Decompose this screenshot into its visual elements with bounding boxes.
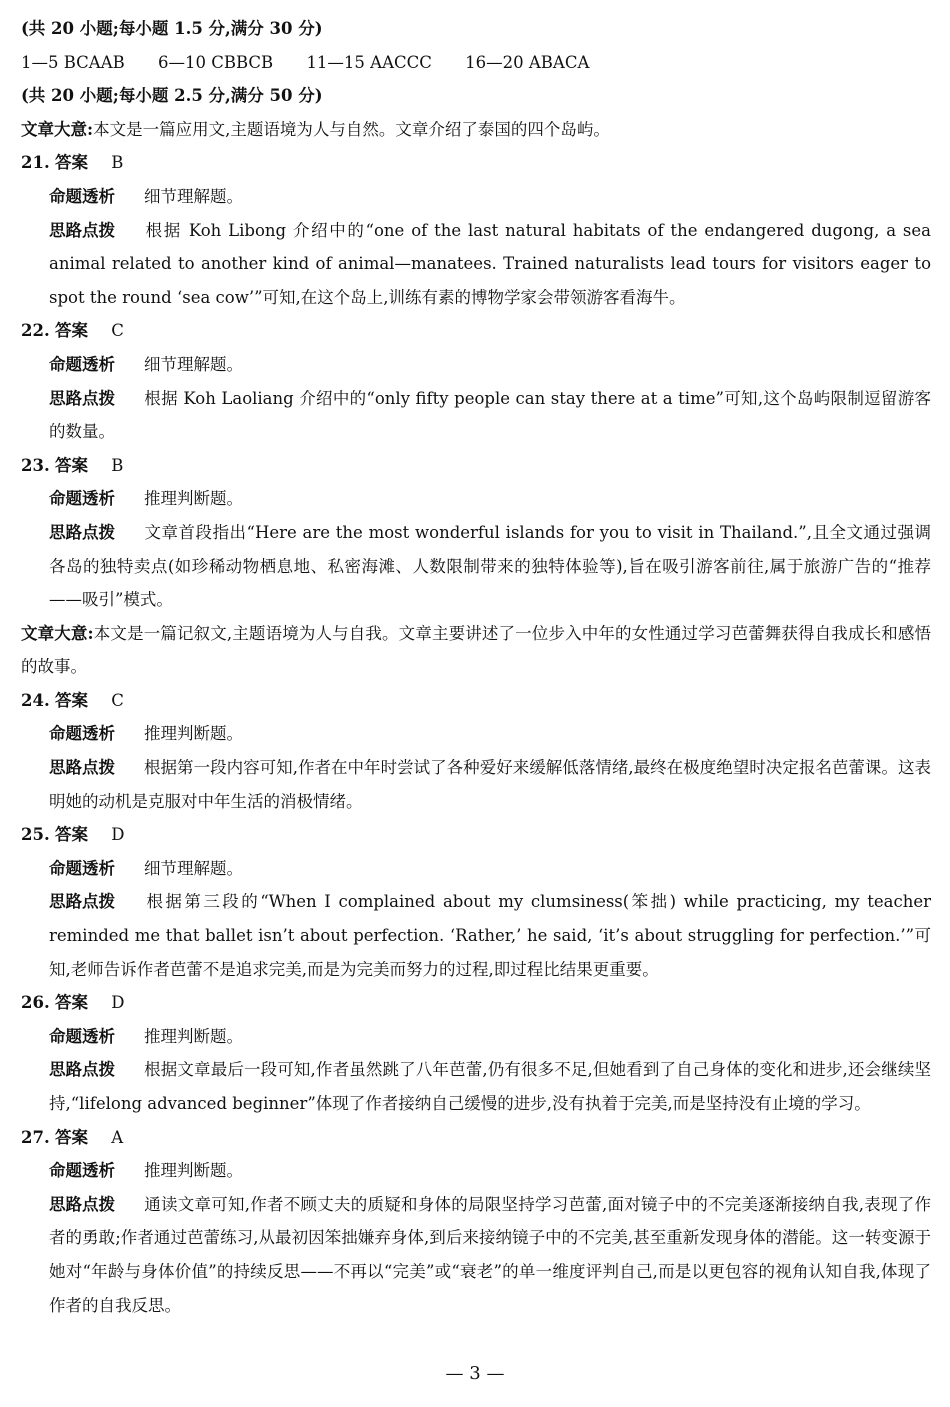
question-22-analysis xyxy=(21,348,931,382)
analysis-text: 推理判断题。 xyxy=(144,1026,243,1046)
answer-value: A xyxy=(111,1127,124,1147)
answer-label: 答案 xyxy=(54,993,88,1013)
question-25-hint xyxy=(21,885,931,986)
hint-text: 通读文章可知,作者不顾丈夫的质疑和身体的局限坚持学习芭蕾,面对镜子中的不完美逐渐接纳自我,表现了作者的勇敢;作者通过芭蕾练习,从最初因笨拙嫌弃身体,到后来接纳镜子中的不完美,甚至重新发现身体的潜能。这一转变源于她对“年龄与身体价值”的持续反思——不再以“完美”或“衰老”的单一维度评判自己,而是以更包容的视角认知自我,体现了作者的自我反思。 xyxy=(49,1194,931,1315)
answer-key-row xyxy=(21,46,931,80)
summary-text: 本文是一篇记叙文,主题语境为人与自我。文章主要讲述了一位步入中年的女性通过学习芭蕾舞获得自我成长和感悟的故事。 xyxy=(21,623,932,677)
hint-text: 根据文章最后一段可知,作者虽然跳了八年芭蕾,仍有很多不足,但她看到了自己身体的变化和进步,还会继续坚持,“lifelong advanced beginner”体现了作者接纳自己缓慢的进步,没有执着于完美,而是坚持没有止境的学习。 xyxy=(49,1060,931,1113)
analysis-label: 命题透析 xyxy=(49,354,115,374)
summary-label: 文章大意: xyxy=(21,119,94,139)
analysis-label: 命题透析 xyxy=(49,489,115,509)
answer-value: B xyxy=(111,153,124,173)
question-24-hint xyxy=(21,751,931,818)
analysis-text: 推理判断题。 xyxy=(144,724,243,744)
hint-text: 根据第一段内容可知,作者在中年时尝试了各种爱好来缓解低落情绪,最终在极度绝望时决定报名芭蕾课。这表明她的动机是克服对中年生活的消极情绪。 xyxy=(49,758,931,811)
hint-label: 思路点拨 xyxy=(49,892,115,912)
question-25-analysis xyxy=(21,852,931,886)
question-24-analysis xyxy=(21,717,931,751)
question-21-answer xyxy=(21,146,931,180)
question-23-analysis xyxy=(21,482,931,516)
passage2-summary xyxy=(21,617,931,684)
hint-label: 思路点拨 xyxy=(49,388,115,408)
hint-label: 思路点拨 xyxy=(49,220,115,240)
question-number: 25. xyxy=(21,825,50,845)
answer-value: C xyxy=(111,690,124,710)
page-number: — 3 — xyxy=(445,1363,505,1384)
hint-text: 文章首段指出“Here are the most wonderful islands for you to visit in Thailand.”,且全文通过强调各岛的独特卖点(如珍稀动物栖息地、私密海滩、人数限制带来的独特体验等),旨在吸引游客前往,属于旅游广告的“推荐——吸引”模式。 xyxy=(49,522,931,610)
answer-value: B xyxy=(111,455,124,475)
analysis-label: 命题透析 xyxy=(49,1026,115,1046)
analysis-label: 命题透析 xyxy=(49,186,115,206)
question-23-hint xyxy=(21,516,931,617)
answer-key-group: 6—10 CBBCB xyxy=(158,52,274,72)
answer-label: 答案 xyxy=(54,1127,88,1147)
question-26-analysis xyxy=(21,1020,931,1054)
question-27-analysis xyxy=(21,1154,931,1188)
hint-label: 思路点拨 xyxy=(49,1060,115,1080)
section2-header: (共 20 小题;每小题 2.5 分,满分 50 分) xyxy=(21,86,323,106)
analysis-label: 命题透析 xyxy=(49,858,115,878)
answer-value: D xyxy=(111,825,125,845)
question-21-hint xyxy=(21,214,931,315)
question-number: 27. xyxy=(21,1127,50,1147)
answer-label: 答案 xyxy=(54,455,88,475)
hint-label: 思路点拨 xyxy=(49,758,115,778)
question-25-answer xyxy=(21,818,931,852)
answer-value: D xyxy=(111,993,125,1013)
question-27-hint xyxy=(21,1188,931,1322)
answer-label: 答案 xyxy=(54,321,88,341)
analysis-label: 命题透析 xyxy=(49,724,115,744)
question-27-answer xyxy=(21,1121,931,1155)
question-number: 21. xyxy=(21,153,50,173)
hint-text: 根据 Koh Laoliang 介绍中的“only fifty people can stay there at a time”可知,这个岛屿限制逗留游客的数量。 xyxy=(49,388,931,442)
hint-label: 思路点拨 xyxy=(49,522,115,542)
question-22-answer xyxy=(21,314,931,348)
question-26-answer xyxy=(21,986,931,1020)
analysis-text: 推理判断题。 xyxy=(144,489,243,509)
question-22-hint xyxy=(21,382,931,449)
passage1-summary xyxy=(21,113,931,147)
summary-label: 文章大意: xyxy=(21,623,94,643)
question-number: 26. xyxy=(21,993,50,1013)
question-number: 24. xyxy=(21,690,50,710)
hint-text: 根据 Koh Libong 介绍中的“one of the last natural habitats of the endangered dugong, a sea animal related to another kind of animal—manatees. Trained naturalists lead tours for visitors eager to spot the round ‘sea cow’”可知,在这个岛上,训练有素的博物学家会带领游客看海牛。 xyxy=(49,220,931,307)
question-23-answer xyxy=(21,449,931,483)
analysis-label: 命题透析 xyxy=(49,1161,115,1181)
question-26-hint xyxy=(21,1053,931,1120)
answer-key-group: 16—20 ABACA xyxy=(465,52,590,72)
question-number: 23. xyxy=(21,455,50,475)
analysis-text: 细节理解题。 xyxy=(144,186,243,206)
answer-value: C xyxy=(111,321,124,341)
question-number: 22. xyxy=(21,321,50,341)
summary-text: 本文是一篇应用文,主题语境为人与自然。文章介绍了泰国的四个岛屿。 xyxy=(93,119,610,139)
answer-key-group: 1—5 BCAAB xyxy=(21,52,125,72)
analysis-text: 推理判断题。 xyxy=(144,1161,243,1181)
question-24-answer xyxy=(21,684,931,718)
answer-key-group: 11—15 AACCC xyxy=(306,52,432,72)
analysis-text: 细节理解题。 xyxy=(144,354,243,374)
hint-text: 根据第三段的“When I complained about my clumsiness(笨拙) while practicing, my teacher reminded me that ballet isn’t about perfection. ‘Rather,’ he said, ‘it’s about struggling for perfection.’”可知,老师告诉作者芭蕾不是追求完美,而是为完美而努力的过程,即过程比结果更重要。 xyxy=(49,892,931,979)
answer-label: 答案 xyxy=(54,690,88,710)
analysis-text: 细节理解题。 xyxy=(144,858,243,878)
answer-label: 答案 xyxy=(54,153,88,173)
hint-label: 思路点拨 xyxy=(49,1194,115,1214)
question-21-analysis xyxy=(21,180,931,214)
answer-page xyxy=(21,12,931,1322)
section1-header: (共 20 小题;每小题 1.5 分,满分 30 分) xyxy=(21,19,323,38)
answer-label: 答案 xyxy=(54,825,88,845)
